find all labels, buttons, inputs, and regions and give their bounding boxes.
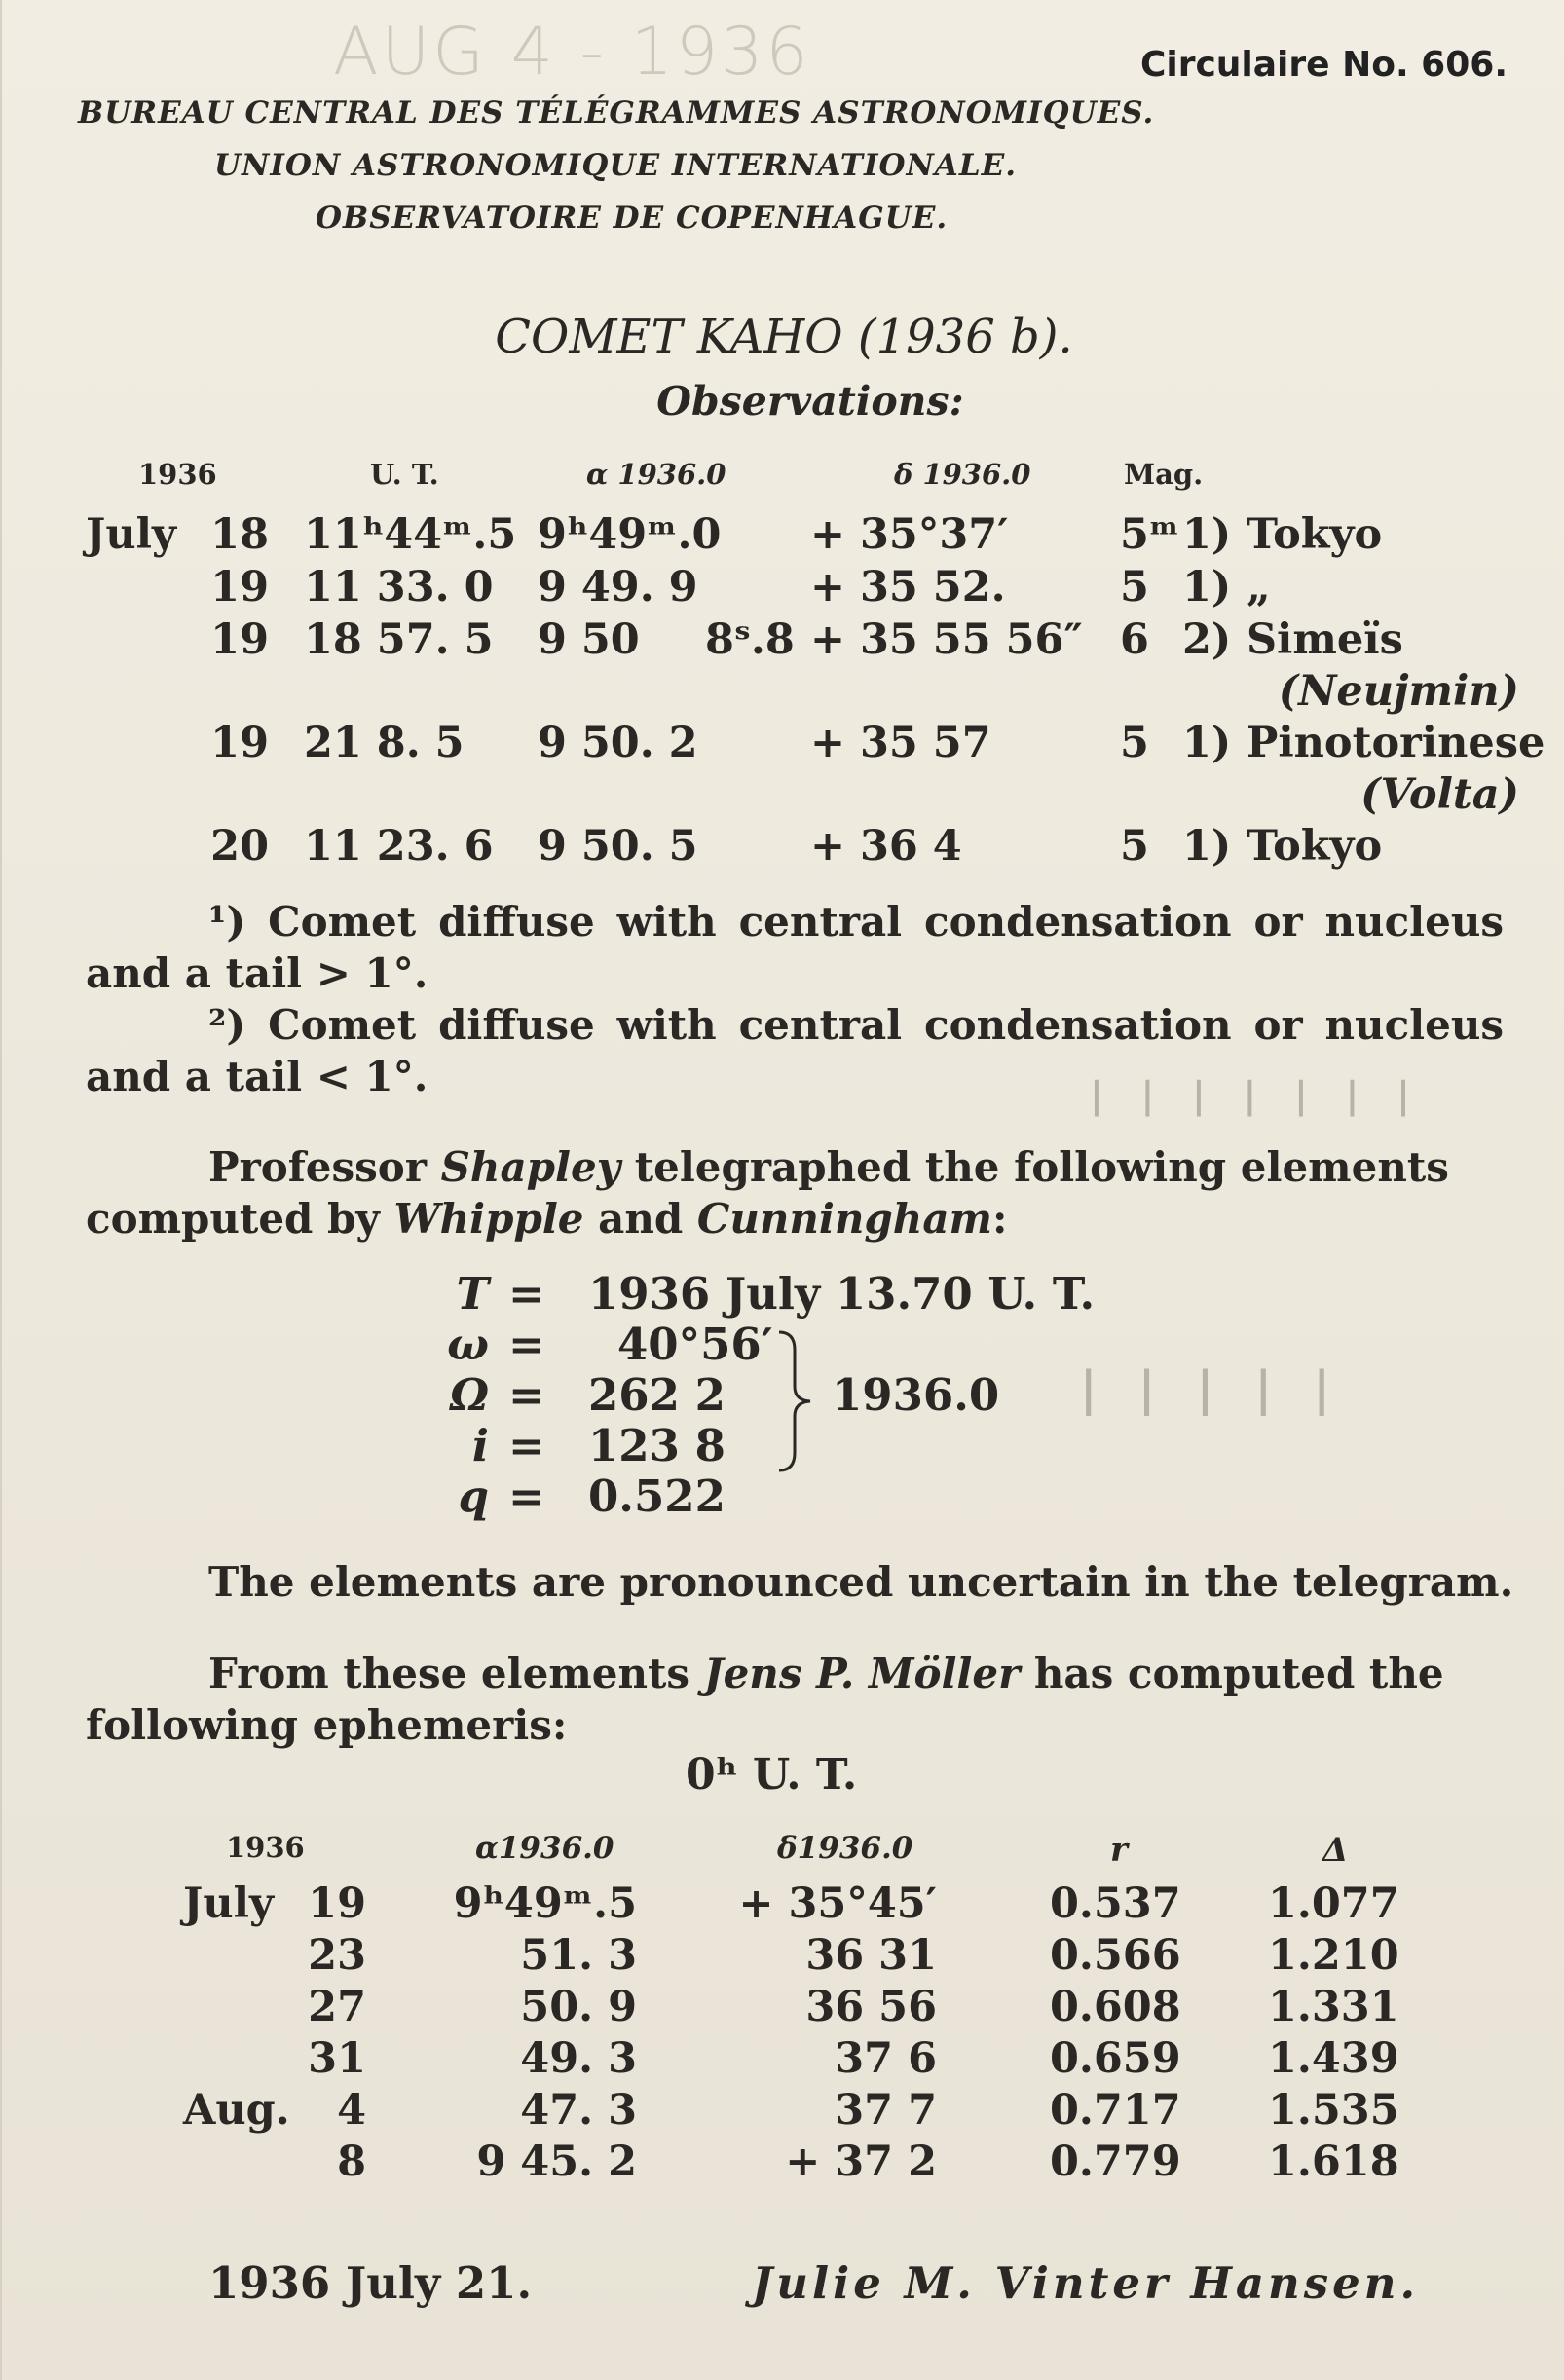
footnote-2-line2: and a tail < 1°. bbox=[86, 1053, 428, 1100]
observation-row bbox=[2, 615, 1564, 666]
eph-dec: 37 6 bbox=[835, 2034, 937, 2083]
obs-note: 1) bbox=[1182, 510, 1232, 559]
obs-dec: + 35°37′ bbox=[810, 510, 1009, 559]
eph-header-ra: α1936.0 bbox=[475, 1831, 614, 1866]
obs-header-mag: Mag. bbox=[1124, 458, 1204, 491]
equals-sign: = bbox=[508, 1420, 545, 1471]
shapley-text-2: telegraphed the following elements bbox=[620, 1143, 1449, 1191]
header-bureau: BUREAU CENTRAL DES TÉLÉGRAMMES ASTRONOMIQUES. bbox=[78, 95, 1155, 130]
ephemeris-row bbox=[2, 1931, 1564, 1982]
eph-header-year: 1936 bbox=[226, 1831, 305, 1864]
ephemeris-time-header: 0ʰ U. T. bbox=[686, 1750, 858, 1800]
ephemeris-row bbox=[2, 2086, 1564, 2137]
moller-text-2: has computed the bbox=[1020, 1650, 1444, 1697]
eph-r: 0.608 bbox=[1050, 1983, 1181, 2031]
obs-day: 20 bbox=[210, 822, 269, 871]
obs-observatory: Pinotorinese bbox=[1247, 719, 1545, 767]
decorative-marks: ǀ ǀ ǀ ǀ ǀ ǀ ǀ bbox=[1091, 1073, 1423, 1118]
eph-delta: 1.077 bbox=[1268, 1879, 1399, 1928]
obs-observatory: Simeïs bbox=[1247, 615, 1403, 664]
obs-ut: 11ʰ44ᵐ.5 bbox=[304, 510, 517, 559]
uncertain-note: The elements are pronounced uncertain in the telegram. bbox=[208, 1558, 1514, 1606]
eph-day: 23 bbox=[308, 1931, 366, 1980]
obs-observatory: Tokyo bbox=[1247, 822, 1383, 871]
obs-ra: 9 50. 5 bbox=[538, 822, 698, 871]
eph-header-dec: δ1936.0 bbox=[777, 1831, 913, 1866]
equals-sign: = bbox=[508, 1470, 545, 1522]
moller-text-1: From these elements bbox=[208, 1650, 704, 1697]
issue-date: 1936 July 21. bbox=[208, 2257, 533, 2309]
obs-observatory: „ bbox=[1247, 563, 1271, 612]
equals-sign: = bbox=[508, 1268, 545, 1320]
obs-header-year: 1936 bbox=[138, 458, 217, 491]
eph-ra: 49. 3 bbox=[520, 2034, 637, 2083]
obs-ra: 9ʰ49ᵐ.0 bbox=[538, 510, 722, 559]
ephemeris-row bbox=[2, 1983, 1564, 2033]
observation-row bbox=[2, 510, 1564, 561]
decorative-marks: ǀ ǀ ǀ ǀ ǀ bbox=[1081, 1359, 1343, 1418]
eph-r: 0.566 bbox=[1050, 1931, 1181, 1980]
comet-title: COMET KAHO (1936 b). bbox=[495, 310, 1073, 364]
element-q-value: 0.522 bbox=[588, 1470, 726, 1522]
eph-dec: + 37 2 bbox=[785, 2138, 937, 2186]
obs-ra: 9 49. 9 bbox=[538, 563, 698, 612]
cunningham-name: Cunningham bbox=[696, 1195, 992, 1243]
footnote-1-line1: ¹) Comet diffuse with central condensation or nucleus bbox=[208, 898, 1504, 946]
moller-line1 bbox=[208, 1648, 1444, 1699]
obs-day: 18 bbox=[210, 510, 269, 559]
obs-day: 19 bbox=[210, 563, 269, 612]
shapley-line2 bbox=[86, 1193, 1008, 1245]
signature: Julie M. Vinter Hansen. bbox=[752, 2257, 1420, 2309]
obs-note: 1) bbox=[1182, 719, 1232, 767]
eph-delta: 1.210 bbox=[1268, 1931, 1399, 1980]
eph-ra: 50. 9 bbox=[520, 1983, 637, 2031]
obs-ut: 11 33. 0 bbox=[304, 563, 494, 612]
observation-row bbox=[2, 719, 1564, 769]
eph-day: 4 bbox=[337, 2086, 366, 2135]
obs-note: 1) bbox=[1182, 822, 1232, 871]
eph-ra: 9ʰ49ᵐ.5 bbox=[453, 1879, 637, 1928]
obs-month: July bbox=[86, 510, 176, 559]
eph-day: 19 bbox=[308, 1879, 366, 1928]
received-date-stamp: AUG 4 - 1936 bbox=[333, 14, 811, 91]
shapley-text-4: and bbox=[583, 1195, 697, 1243]
moller-line2: following ephemeris: bbox=[86, 1701, 568, 1749]
obs-ra: 9 50. 2 bbox=[538, 719, 698, 767]
eph-r: 0.537 bbox=[1050, 1879, 1181, 1928]
eph-ra: 51. 3 bbox=[520, 1931, 637, 1980]
eph-delta: 1.439 bbox=[1268, 2034, 1399, 2083]
obs-ra: 9 50 bbox=[538, 615, 640, 664]
obs-dec: + 35 55 56″ bbox=[810, 615, 1083, 664]
element-omega-symbol: ω bbox=[447, 1319, 489, 1370]
element-i-value: 123 8 bbox=[588, 1420, 726, 1471]
header-union: UNION ASTRONOMIQUE INTERNATIONALE. bbox=[214, 148, 1018, 183]
eph-r: 0.779 bbox=[1050, 2138, 1181, 2186]
eph-delta: 1.535 bbox=[1268, 2086, 1399, 2135]
shapley-text-3: computed by bbox=[86, 1195, 394, 1243]
moller-name: Jens P. Möller bbox=[703, 1650, 1021, 1697]
eph-day: 31 bbox=[308, 2034, 366, 2083]
eph-r: 0.717 bbox=[1050, 2086, 1181, 2135]
obs-day: 19 bbox=[210, 615, 269, 664]
ephemeris-row bbox=[2, 2138, 1564, 2188]
eph-ra: 9 45. 2 bbox=[476, 2138, 637, 2186]
ephemeris-row bbox=[2, 1879, 1564, 1930]
equals-sign: = bbox=[508, 1369, 545, 1421]
right-brace bbox=[771, 1328, 820, 1474]
element-node-value: 262 2 bbox=[588, 1369, 726, 1421]
element-T-symbol: T bbox=[456, 1268, 489, 1320]
eph-month: July bbox=[183, 1879, 274, 1928]
eph-dec: 36 56 bbox=[805, 1983, 937, 2031]
ephemeris-row bbox=[2, 2034, 1564, 2085]
obs-mag: 5 bbox=[1120, 719, 1149, 767]
element-i-symbol: i bbox=[471, 1420, 489, 1471]
obs-observatory: Tokyo bbox=[1247, 510, 1383, 559]
observations-subtitle: Observations: bbox=[656, 378, 964, 425]
equinox-label: 1936.0 bbox=[832, 1369, 1000, 1421]
eph-dec: 36 31 bbox=[805, 1931, 937, 1980]
eph-dec: + 35°45′ bbox=[738, 1879, 937, 1928]
obs-dec: + 36 4 bbox=[810, 822, 962, 871]
shapley-line1 bbox=[208, 1141, 1504, 1193]
shapley-text-1: Professor bbox=[208, 1143, 441, 1191]
obs-mag: 5 bbox=[1120, 822, 1149, 871]
eph-header-delta: Δ bbox=[1322, 1831, 1349, 1870]
obs-note: 2) bbox=[1182, 615, 1232, 664]
obs-ra-seconds: 8ˢ.8 bbox=[705, 615, 795, 664]
eph-header-r: r bbox=[1110, 1831, 1128, 1870]
shapley-name: Shapley bbox=[440, 1143, 621, 1191]
eph-dec: 37 7 bbox=[835, 2086, 937, 2135]
eph-delta: 1.331 bbox=[1268, 1983, 1399, 2031]
obs-header-ut: U. T. bbox=[370, 458, 439, 491]
obs-ut: 18 57. 5 bbox=[304, 615, 494, 664]
element-node-symbol: Ω bbox=[449, 1369, 489, 1421]
element-omega-value: 40°56′ bbox=[617, 1319, 773, 1370]
obs-dec: + 35 52. bbox=[810, 563, 1006, 612]
element-T-value: 1936 July 13.70 U. T. bbox=[588, 1268, 1096, 1320]
equals-sign: = bbox=[508, 1319, 545, 1370]
eph-day: 27 bbox=[308, 1983, 366, 2031]
eph-day: 8 bbox=[337, 2138, 366, 2186]
element-q-symbol: q bbox=[458, 1470, 489, 1522]
obs-day: 19 bbox=[210, 719, 269, 767]
obs-ut: 21 8. 5 bbox=[304, 719, 465, 767]
observation-row bbox=[2, 822, 1564, 873]
eph-delta: 1.618 bbox=[1268, 2138, 1399, 2186]
footnote-1-line2: and a tail > 1°. bbox=[86, 949, 428, 997]
obs-header-ra: α 1936.0 bbox=[586, 458, 726, 491]
footnote-2-line1: ²) Comet diffuse with central condensation or nucleus bbox=[208, 1001, 1504, 1049]
header-observatory: OBSERVATOIRE DE COPENHAGUE. bbox=[316, 201, 949, 236]
obs-header-dec: δ 1936.0 bbox=[894, 458, 1031, 491]
shapley-text-5: : bbox=[991, 1195, 1008, 1243]
eph-ra: 47. 3 bbox=[520, 2086, 637, 2135]
obs-ut: 11 23. 6 bbox=[304, 822, 494, 871]
observation-row bbox=[2, 563, 1564, 614]
eph-r: 0.659 bbox=[1050, 2034, 1181, 2083]
obs-observer-name: (Volta) bbox=[1360, 770, 1519, 819]
obs-mag: 5ᵐ bbox=[1120, 510, 1180, 559]
obs-mag: 6 bbox=[1120, 615, 1149, 664]
obs-observer-name: (Neujmin) bbox=[1278, 667, 1519, 716]
whipple-name: Whipple bbox=[393, 1195, 584, 1243]
obs-dec: + 35 57 bbox=[810, 719, 991, 767]
eph-month: Aug. bbox=[183, 2086, 290, 2135]
obs-note: 1) bbox=[1182, 563, 1232, 612]
circular-number: Circulaire No. 606. bbox=[1139, 45, 1508, 85]
obs-mag: 5 bbox=[1120, 563, 1149, 612]
